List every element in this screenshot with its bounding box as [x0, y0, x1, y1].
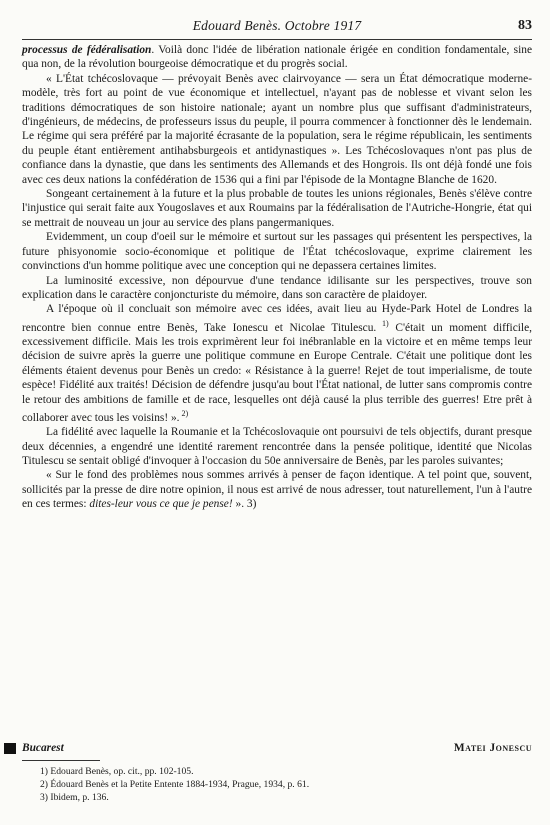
text-run: « L'État tchécoslovaque — prévoyait Benès avec clairvoyance — sera un État démocratique moderne-modèle, très fort au point de vue économique et intellectuel, n'ayant pas de noblesse et vivant selon les traditions démocratiques de son histoire nationale; ayant un nombre plus que suffisant d'administrateurs, d'ingénieurs, de médecins, de professeurs issus du peuple, il pourra commencer à fonctionner dès le lendemain. Le régime qui sera préféré par la majorité écrasante de la population, sera le régime républicain, les sentiments du peuple étant entièrement antihabsburgeois et antidynastiques ». Les Tchécoslovaques n'ont pas plus de confiance dans la dynastie, que dans les sentiments des Allemands et des Hongrois. Ils ont déjà fondé une fois avec ces deux nations la confédération de 1536 qui a fini par l'épisode de la Montagne Blanche de 1620.: [22, 72, 532, 186]
text-run: processus de fédéralisation: [22, 44, 152, 56]
paragraph: [22, 43, 532, 72]
footnote-text: Édouard Benès et la Petite Entente 1884-1934, Prague, 1934, p. 61.: [50, 779, 310, 790]
paragraph: [22, 468, 532, 511]
signature-place: Bucarest: [22, 742, 64, 754]
text-run: La luminosité excessive, non dépourvue d'une tendance idilisante sur les perspectives, trouve son explication dans le caractère conjoncturiste du mémoire, dans son caractère de plaidoyer.: [22, 274, 532, 301]
footnote-text: Ibidem, p. 136.: [50, 792, 109, 803]
header-rule: [22, 39, 532, 40]
footnote: [40, 791, 530, 804]
text-run: « Sur le fond des problèmes nous sommes arrivés à penser de façon identique. A tel point que, souvent, sollicités par la presse de dire notre opinion, il nous est arrivé de nous adresser, tout naturellement, l'un à l'autre en ces termes:: [22, 469, 532, 511]
text-run: Songeant certainement à la future et la plus probable de toutes les unions régionales, Benès s'élève contre l'injustice qui serait faite aux Yougoslaves et aux Roumains par la fédéralisation de l'Autriche-Hongrie, état qui se mettrait de nouveau un jour au service des plans pangermaniques.: [22, 188, 532, 229]
text-run: ». 3): [232, 498, 257, 511]
footnote-rule: [22, 760, 100, 761]
running-header: [22, 18, 532, 38]
text-run: 2): [179, 408, 189, 418]
footnote: [40, 778, 530, 791]
margin-marker: [4, 743, 16, 754]
paragraph: [22, 425, 532, 468]
paragraph: [22, 72, 532, 187]
text-run: 1): [376, 318, 389, 328]
footnote-text: Edouard Benès, op. cit., pp. 102-105.: [50, 766, 194, 777]
footnote-number: 3): [40, 792, 51, 803]
footnote-number: 2): [40, 779, 51, 790]
paragraph: [22, 187, 532, 230]
page-number: 83: [518, 18, 532, 33]
signature-author: Matei Jonescu: [453, 742, 532, 754]
text-run: La fidélité avec laquelle la Roumanie et la Tchécoslovaquie ont poursuivi de tels objectifs, durant presque deux décennies, a engendré une identité rarement rencontrée dans la pensée politique, identité que Nicolas Titulescu se sentait obligé d'invoquer à l'occasion du 50e anniversaire de Benès, par les paroles suivantes;: [22, 426, 532, 467]
text-run: . Voilà donc l'idée de libération nationale érigée en condition fondamentale, sine qua non, de la révolution bourgeoise démocratique et du progrès social.: [22, 44, 532, 71]
header-title: Edouard Benès. Octobre 1917: [192, 18, 362, 33]
text-run: Evidemment, un coup d'oeil sur le mémoire et surtout sur les passages qui présentent les perspectives, la future phisyonomie socio-économique et politique de l'État tchécoslovaque, exprime clairement les convinctions d'un homme politique avec une conception qui ne depassera certaines limites.: [22, 231, 532, 273]
signature-line: [22, 742, 532, 758]
footnote: [40, 765, 530, 778]
paragraph: [22, 230, 532, 273]
footnote-number: 1): [40, 766, 51, 777]
paragraph: [22, 302, 532, 425]
footnotes: [40, 765, 530, 804]
article-body: [22, 43, 532, 512]
text-run: C'était un moment difficile, excessivement difficile. Mais les trois exprimèrent leur foi inébranlable en la victoire et en même temps leur décision de suivre après la guerre une politique commune en Europe Centrale. C'était une politique dont les éléments étaient devenus pour Benès un credo: « Résistance à la guerre! Rejet de tout imperialisme, de toute espèce! Fidélité aux traités! Décision de défendre jusqu'au bout l'État national, de lutter sans compromis contre le retour des ambitions de famille et de race, lesquelles ont déjà causé la plus terrible des guerres! Etre prêt à collaborer avec tous les voisins! ».: [22, 321, 532, 424]
text-run: A l'époque où il concluait son mémoire avec ces idées, avait lieu au Hyde-Park Hotel de Londres la rencontre bien connue entre Benès, Take Ionescu et Nicolae Titulescu.: [22, 303, 532, 334]
paragraph: [22, 274, 532, 303]
text-run: dites-leur vous ce que je pense!: [89, 498, 233, 511]
